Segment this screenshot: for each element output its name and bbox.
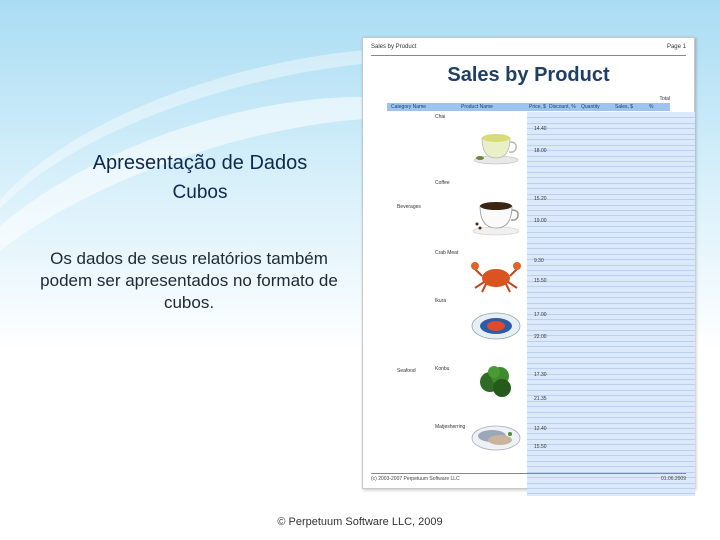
report-header-title: Sales by Product [371, 44, 417, 50]
price-label: 15.20 [534, 196, 547, 202]
price-label: 17.00 [534, 312, 547, 318]
report-preview [362, 37, 695, 489]
category-label: Seafood [397, 368, 416, 374]
report-page-header [371, 44, 686, 56]
price-label: 19.00 [534, 218, 547, 224]
table-row [527, 488, 695, 494]
column-header: Quantity [581, 104, 600, 110]
column-header: Price, $ [529, 104, 546, 110]
column-header: % [649, 104, 654, 110]
ikura-bowl-icon [470, 302, 522, 344]
slide-subtitle: Cubos [172, 182, 228, 203]
product-label: Konbu [435, 366, 450, 372]
report-total-header: Total [659, 96, 670, 102]
price-label: 21.35 [534, 396, 547, 402]
price-label: 15.50 [534, 278, 547, 284]
report-title: Sales by Product [447, 64, 610, 86]
report-column-headers [387, 103, 670, 111]
price-label: 17.30 [534, 372, 547, 378]
price-label: 9.30 [534, 258, 544, 264]
herring-dish-icon [470, 412, 522, 454]
product-label: Ikura [435, 298, 447, 304]
slide-body-text: Os dados de seus relatórios também podem ser apresentados no formato de cubos. [40, 249, 338, 312]
report-copyright: (c) 2003-2007 Perpetuum Software LLC [371, 476, 460, 482]
column-header: Discount, % [549, 104, 576, 110]
report-date: 01.06.2009 [660, 476, 686, 482]
report-page-footer [371, 473, 686, 482]
price-label: 18.00 [534, 148, 547, 154]
tea-cup-icon [470, 124, 522, 166]
column-header: Product Name [461, 104, 493, 110]
product-label: Crab Meat [435, 250, 459, 256]
report-page-number: Page 1 [666, 44, 686, 50]
report-data-grid [387, 112, 670, 498]
price-label: 15.50 [534, 444, 547, 450]
coffee-cup-icon [470, 194, 522, 236]
product-label: Chai [435, 114, 446, 120]
column-header: Sales, $ [615, 104, 634, 110]
crab-icon [470, 252, 522, 294]
category-label: Beverages [397, 204, 421, 210]
product-label: Matjesherring [435, 424, 466, 430]
price-label: 14.40 [534, 126, 547, 132]
product-label: Coffee [435, 180, 450, 186]
column-header: Category Name [391, 104, 427, 110]
price-label: 12.40 [534, 426, 547, 432]
price-label: 22.00 [534, 334, 547, 340]
slide-title: Apresentação de Dados [92, 152, 308, 174]
konbu-seaweed-icon [470, 358, 522, 400]
slide-footer: © Perpetuum Software LLC, 2009 [277, 516, 443, 528]
